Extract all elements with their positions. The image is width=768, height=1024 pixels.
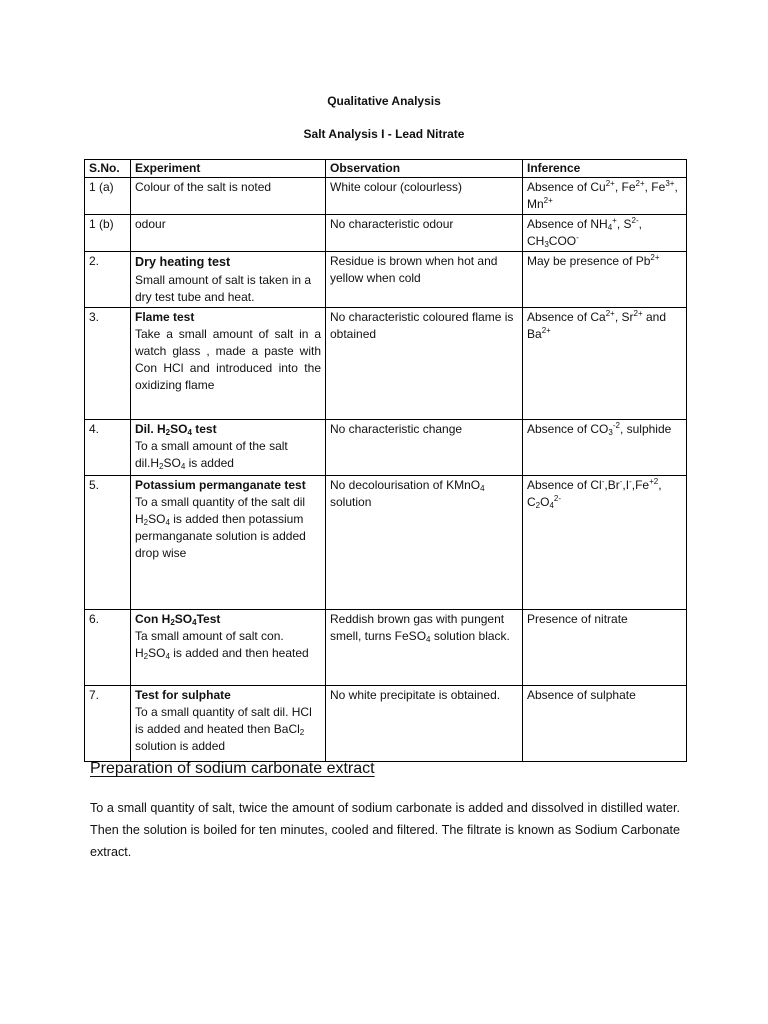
cell-sno: 7. bbox=[85, 686, 131, 762]
table-row bbox=[85, 476, 687, 610]
experiment-title: Flame test bbox=[135, 310, 195, 324]
cell-sno: 4. bbox=[85, 420, 131, 476]
cell-observation: White colour (colourless) bbox=[326, 178, 523, 215]
experiment-title: Dry heating test bbox=[135, 255, 231, 269]
cell-experiment bbox=[131, 476, 326, 610]
table-row bbox=[85, 420, 687, 476]
table-row bbox=[85, 178, 687, 215]
cell-observation: No characteristic odour bbox=[326, 215, 523, 252]
cell-sno: 1 (a) bbox=[85, 178, 131, 215]
cell-observation: Reddish brown gas with pungent smell, turns FeSO$_4$ solution black. bbox=[326, 610, 523, 686]
cell-sno: 6. bbox=[85, 610, 131, 686]
document-subtitle: Salt Analysis I - Lead Nitrate bbox=[303, 127, 465, 141]
analysis-table bbox=[84, 159, 687, 762]
cell-experiment bbox=[131, 252, 326, 308]
cell-experiment: odour bbox=[131, 215, 326, 252]
table-row bbox=[85, 686, 687, 762]
cell-inference: Presence of nitrate bbox=[523, 610, 687, 686]
experiment-title: Test for sulphate bbox=[135, 688, 231, 702]
cell-experiment: Colour of the salt is noted bbox=[131, 178, 326, 215]
cell-inference: Absence of $CO_3^{-2}$, sulphide bbox=[523, 420, 687, 476]
cell-sno: 1 (b) bbox=[85, 215, 131, 252]
experiment-title: Potassium permanganate test bbox=[135, 478, 306, 492]
table-row bbox=[85, 215, 687, 252]
header-experiment: Experiment bbox=[131, 160, 326, 178]
cell-sno: 3. bbox=[85, 308, 131, 420]
cell-observation: No characteristic change bbox=[326, 420, 523, 476]
cell-sno: 5. bbox=[85, 476, 131, 610]
experiment-body: To a small quantity of the salt dil $H_2SO_4$ is added then potassium permanganate solution is added drop wise bbox=[135, 495, 306, 560]
table-row bbox=[85, 308, 687, 420]
experiment-body: Ta small amount of salt con. $H_2SO_4$ is added and then heated bbox=[135, 629, 309, 661]
section-heading: Preparation of sodium carbonate extract bbox=[90, 760, 375, 777]
section-paragraph: To a small quantity of salt, twice the amount of sodium carbonate is added and dissolved in distilled water. Then the solution is boiled for ten minutes, cooled and filtered. The filtrate is known as Sodium Carbonate extract. bbox=[90, 801, 680, 859]
cell-inference: May be presence of $Pb^{2+}$ bbox=[523, 252, 687, 308]
cell-inference: Absence of sulphate bbox=[523, 686, 687, 762]
table-header-row bbox=[85, 160, 687, 178]
header-observation: Observation bbox=[326, 160, 523, 178]
cell-inference: Absence of $Ca^{2+}$, $Sr^{2+}$ and $Ba^{2+}$ bbox=[523, 308, 687, 420]
experiment-title: Con $H_2SO_4Test$ bbox=[135, 612, 221, 627]
document-title: Qualitative Analysis bbox=[327, 94, 441, 108]
cell-inference: Absence of $Cl^-,Br^-,I^-,Fe^{+2}$, $C_2O_4^{2-}$ bbox=[523, 476, 687, 610]
cell-experiment bbox=[131, 610, 326, 686]
cell-inference: Absence of $NH_4^+$, $S^{2-}$, $CH_3COO^-$ bbox=[523, 215, 687, 252]
table-row bbox=[85, 252, 687, 308]
table-row bbox=[85, 610, 687, 686]
cell-inference: Absence of $Cu^{2+}$, $Fe^{2+}$, $Fe^{3+}$, $Mn^{2+}$ bbox=[523, 178, 687, 215]
cell-observation: Residue is brown when hot and yellow when cold bbox=[326, 252, 523, 308]
experiment-body: Small amount of salt is taken in a dry test tube and heat. bbox=[135, 273, 312, 304]
experiment-title: Dil. $H_2SO_4$ test bbox=[135, 422, 217, 437]
experiment-body: To a small amount of the salt $dil.H_2SO_4$ is added bbox=[135, 439, 288, 471]
cell-observation: No characteristic coloured flame is obtained bbox=[326, 308, 523, 420]
cell-observation: No decolourisation of KMnO$_4$ solution bbox=[326, 476, 523, 610]
observation-tail: solution black. bbox=[433, 629, 510, 643]
cell-experiment bbox=[131, 308, 326, 420]
header-sno: S.No. bbox=[85, 160, 131, 178]
cell-experiment bbox=[131, 686, 326, 762]
cell-experiment bbox=[131, 420, 326, 476]
cell-observation: No white precipitate is obtained. bbox=[326, 686, 523, 762]
experiment-body: Take a small amount of salt in a watch glass , made a paste with Con HCl and introduced into the oxidizing flame bbox=[135, 327, 321, 392]
header-inference: Inference bbox=[523, 160, 687, 178]
cell-sno: 2. bbox=[85, 252, 131, 308]
experiment-body: To a small quantity of salt dil. HCl is added and heated then BaCl$_2$ solution is added bbox=[135, 705, 312, 753]
